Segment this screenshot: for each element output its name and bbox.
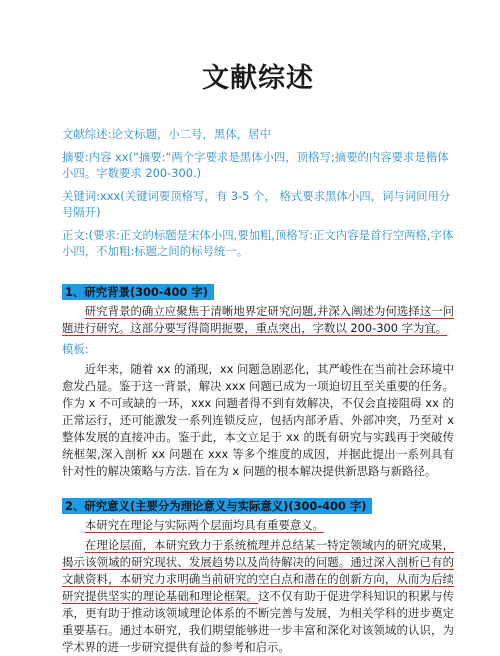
format-notes [62,126,454,260]
note-keywords-format: 关键词:xxx(关键词要顶格写，有 3-5 个， 格式要求黑体小四，词与词间用分号隔开) [62,188,451,219]
section-background [62,281,454,480]
significance-body: 在理论层面，本研究致力于系统梳理并总结某一特定领域内的研究成果，揭示该领域的研究现状、发展趋势以及尚待解决的问题。通过深入剖析已有的文献资料，本研究力求明确当前研究的空白点和潜在的创新方向，从而为后续研究提供坚实的理论基础和理论框架。这不仅有助于促进学科知识的积累与传承，更有助于推动该领域理论体系的不断完善与发展，为相关学科的进步奠定重要基石。通过本研究，我们期望能够进一步丰富和深化对该领域的认识，为学术界的进一步研究提供有益的参考和启示。 [62,537,454,654]
note-abstract-format: 摘要:内容 xx(“摘要:“两个字要求是黑体小四，顶格写;摘要的内容要求是楷体小四。字数要求 200-300.) [62,149,449,180]
significance-intro: 本研究在理论与实际两个层面均具有重要意义。 [84,517,325,532]
page-title: 文献综述 [202,63,314,94]
section-significance [62,495,454,656]
template-label: 模板: [62,341,89,356]
section-heading-significance: 2、研究意义(主要分为理论意义与实际意义)(300-400 字) [62,498,372,514]
section-heading-background: 1、研究背景(300-400 字) [62,284,214,300]
background-body: 近年来，随着 xx 的涌现，xx 问题急剧恶化，其严峻性在当前社会环境中愈发凸显。鉴于这一背景，解决 xxx 问题已成为一项迫切且至关重要的任务。作为 x 不可或缺的一环，xxx 问题者得不到有效解决，不仅会直接阻碍 xx 的正常运行，还可能激发一系列连锁反应，包括内部矛盾、外部冲突，乃至对 x 整体发展的直接冲击。鉴于此，本文立足于 xx 的既有研究与实践再于突破传统框架,深入剖析 xx 问题在 xxx 等多个维度的成因，并据此提出一系列具有针对性的解决策略与方法. 旨在为 x 问题的根本解决提供新思路与新路径。 [62,361,454,478]
note-body-format: 正文:(要求:正文的标题是宋体小四,要加粗,顶格写:正文内容是首行空两格,字体小四，不加粗:标题之间的标号统一。 [62,227,454,258]
note-title-format: 文献综述:论文标题，小二号，黑体，居中 [62,127,271,141]
background-intro: 研究背景的确立应聚焦于清晰地界定研究问题,并深入阐述为何选择这一问题进行研究。这部分要写得简明扼要，重点突出，字数以 200-300 字为宜。 [62,303,454,335]
